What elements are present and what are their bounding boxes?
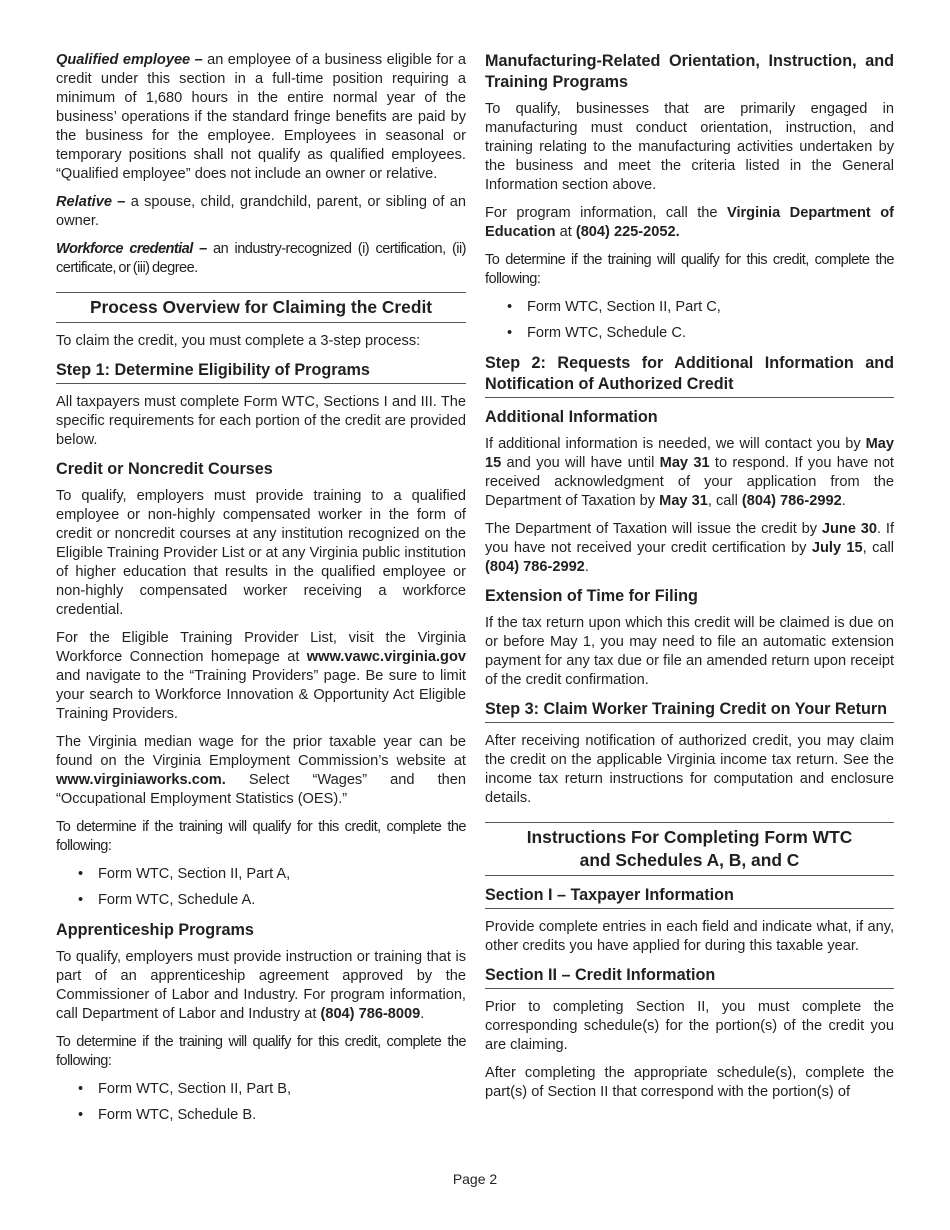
list-item: • Form WTC, Schedule C.: [485, 324, 894, 343]
date: May 31: [659, 455, 710, 471]
apprenticeship-text: [56, 948, 466, 1024]
virginiaworks-link[interactable]: www.virginiaworks.com.: [56, 772, 226, 788]
list-c: [485, 298, 894, 343]
paragraph-text: .: [420, 1006, 425, 1022]
phone-number: (804) 786-8009: [320, 1006, 421, 1022]
section2-text: Prior to completing Section II, you must complete the corresponding schedule(s) for the portion(s) of the credit you are claiming.: [485, 999, 894, 1053]
manufacturing-heading: Manufacturing-Related Orientation, Instruction, and Training Programs: [485, 52, 894, 91]
credit-courses-text: To qualify, employers must provide training to a qualified employee or non-highly compensated worker in the form of credit or noncredit courses at any institution recognized on the Eligible Training Provider List or at any Virginia public institution of higher education that results in the qualified employee or non-highly compensated worker receiving a workforce credential.: [56, 488, 466, 618]
paragraph-text: , call: [862, 540, 894, 556]
paragraph-text: to respond. If you have not received acknowledgment of your application from the Department of Taxation by: [485, 455, 894, 509]
step3-heading: Step 3: Claim Worker Training Credit on Your Return: [485, 699, 894, 723]
date: May 15: [485, 436, 894, 471]
determine-a-text: To determine if the training will qualify for this credit, complete the following:: [56, 819, 466, 854]
right-column: [485, 51, 894, 1111]
instructions-heading: [485, 822, 894, 876]
section1-text: Provide complete entries in each field and indicate what, if any, other credits you have applied for during this taxable year.: [485, 919, 894, 954]
date: June 30: [821, 521, 878, 537]
list-item: • Form WTC, Section II, Part C,: [485, 298, 894, 317]
credit-courses-heading: Credit or Noncredit Courses: [56, 460, 273, 478]
determine-c-text: To determine if the training will qualify for this credit, complete the following:: [485, 252, 894, 287]
process-overview-text: To claim the credit, you must complete a 3-step process:: [56, 333, 421, 349]
definition-term: Relative –: [56, 194, 126, 210]
paragraph-text: and you will have until: [501, 455, 660, 471]
paragraph-text: .: [841, 493, 846, 509]
paragraph-text: If additional information is needed, we will contact you by: [485, 436, 866, 452]
list-item: • Form WTC, Schedule A.: [56, 891, 466, 910]
definition-term: Qualified employee –: [56, 52, 203, 68]
list-item: • Form WTC, Section II, Part B,: [56, 1080, 466, 1099]
section2-heading: Section II – Credit Information: [485, 965, 894, 989]
list-item: • Form WTC, Schedule B.: [56, 1106, 466, 1125]
workforce-credential-definition: [56, 240, 466, 278]
paragraph-text: . If you have not received your credit certification by: [485, 521, 895, 556]
paragraph-text: The Department of Taxation will issue the credit by: [485, 521, 822, 537]
left-column: [56, 51, 466, 1135]
program-info-text: [485, 204, 894, 242]
paragraph-text: For program information, call the: [485, 205, 727, 221]
manufacturing-text: To qualify, businesses that are primarily engaged in manufacturing must conduct orientation, instruction, and training relating to the manufacturing activities undertaken by the business and meet the criteria listed in the General Information section above.: [485, 101, 894, 193]
section2-text-continued: After completing the appropriate schedule(s), complete the part(s) of Section II that correspond with the portion(s) of: [485, 1065, 894, 1100]
process-overview-heading: Process Overview for Claiming the Credit: [56, 292, 466, 323]
step2-heading: Step 2: Requests for Additional Information and Notification of Authorized Credit: [485, 353, 894, 398]
issue-credit-text: [485, 520, 894, 577]
paragraph-text: and navigate to the “Training Providers” page. Be sure to limit your search to Workforce Innovation & Opportunity Act Eligible Training Providers.: [56, 668, 466, 722]
additional-info-text: [485, 435, 894, 511]
definition-text: an industry-recognized (i) certification, (ii) certificate, or (iii) degree.: [56, 241, 466, 276]
date: July 15: [811, 540, 863, 556]
step3-text: After receiving notification of authorized credit, you may claim the credit on the applicable Virginia income tax return. See the income tax return instructions for computation and enclosure details.: [485, 733, 894, 806]
date: May 31: [659, 493, 708, 509]
median-wage-paragraph: [56, 733, 466, 809]
department-name: Virginia Department of Education: [485, 205, 895, 240]
apprenticeship-heading: Apprenticeship Programs: [56, 921, 254, 939]
paragraph-text: , call: [707, 493, 742, 509]
paragraph-text: For the Eligible Training Provider List, visit the Virginia Workforce Connection homepage at: [56, 630, 466, 665]
extension-text: If the tax return upon which this credit will be claimed is due on or before May 1, you may need to file an automatic extension payment for any tax due or file an amended return upon receipt of the credit confirmation.: [485, 615, 894, 688]
step1-text: All taxpayers must complete Form WTC, Sections I and III. The specific requirements for each portion of the credit are provided below.: [56, 394, 466, 448]
list-a: [56, 865, 466, 910]
phone-number: (804) 225-2052.: [575, 224, 680, 240]
definition-text: an employee of a business eligible for a credit under this section in a full-time position requiring a minimum of 1,680 hours in the entire normal year of the business’ operations if the standard fringe benefits are paid by the business for the employee. Employees in seasonal or temporary positions shall not qualify as qualified employees. “Qualified employee” does not include an owner or relative.: [56, 52, 466, 182]
additional-info-heading: Additional Information: [485, 408, 658, 426]
relative-definition: [56, 193, 466, 231]
phone-number: (804) 786-2992: [485, 559, 585, 575]
list-b: [56, 1080, 466, 1125]
paragraph-text: .: [584, 559, 589, 575]
instructions-heading-line: Instructions For Completing Form WTC: [526, 827, 853, 847]
instructions-heading-line: and Schedules A, B, and C: [579, 850, 800, 870]
list-item: • Form WTC, Section II, Part A,: [56, 865, 466, 884]
determine-b-text: To determine if the training will qualify for this credit, complete the following:: [56, 1034, 466, 1069]
paragraph-text: To qualify, employers must provide instruction or training that is part of an apprenticeship agreement approved by the Commissioner of Labor and Industry. For program information, call Department of Labor and Industry at: [56, 949, 466, 1022]
extension-heading: Extension of Time for Filing: [485, 587, 698, 605]
section1-heading: Section I – Taxpayer Information: [485, 885, 894, 909]
qualified-employee-definition: [56, 51, 466, 184]
step1-heading: Step 1: Determine Eligibility of Programs: [56, 360, 466, 384]
training-provider-paragraph: [56, 629, 466, 724]
definition-term: Workforce credential –: [56, 241, 207, 257]
paragraph-text: Select “Wages” and then “Occupational Employment Statistics (OES).”: [56, 772, 466, 807]
vawc-link[interactable]: www.vawc.virginia.gov: [306, 649, 466, 665]
page-number: Page 2: [452, 1171, 498, 1187]
phone-number: (804) 786-2992: [741, 493, 842, 509]
definition-text: a spouse, child, grandchild, parent, or sibling of an owner.: [56, 194, 466, 229]
paragraph-text: The Virginia median wage for the prior taxable year can be found on the Virginia Employment Commission’s website at: [56, 734, 466, 769]
paragraph-text: at: [555, 224, 576, 240]
